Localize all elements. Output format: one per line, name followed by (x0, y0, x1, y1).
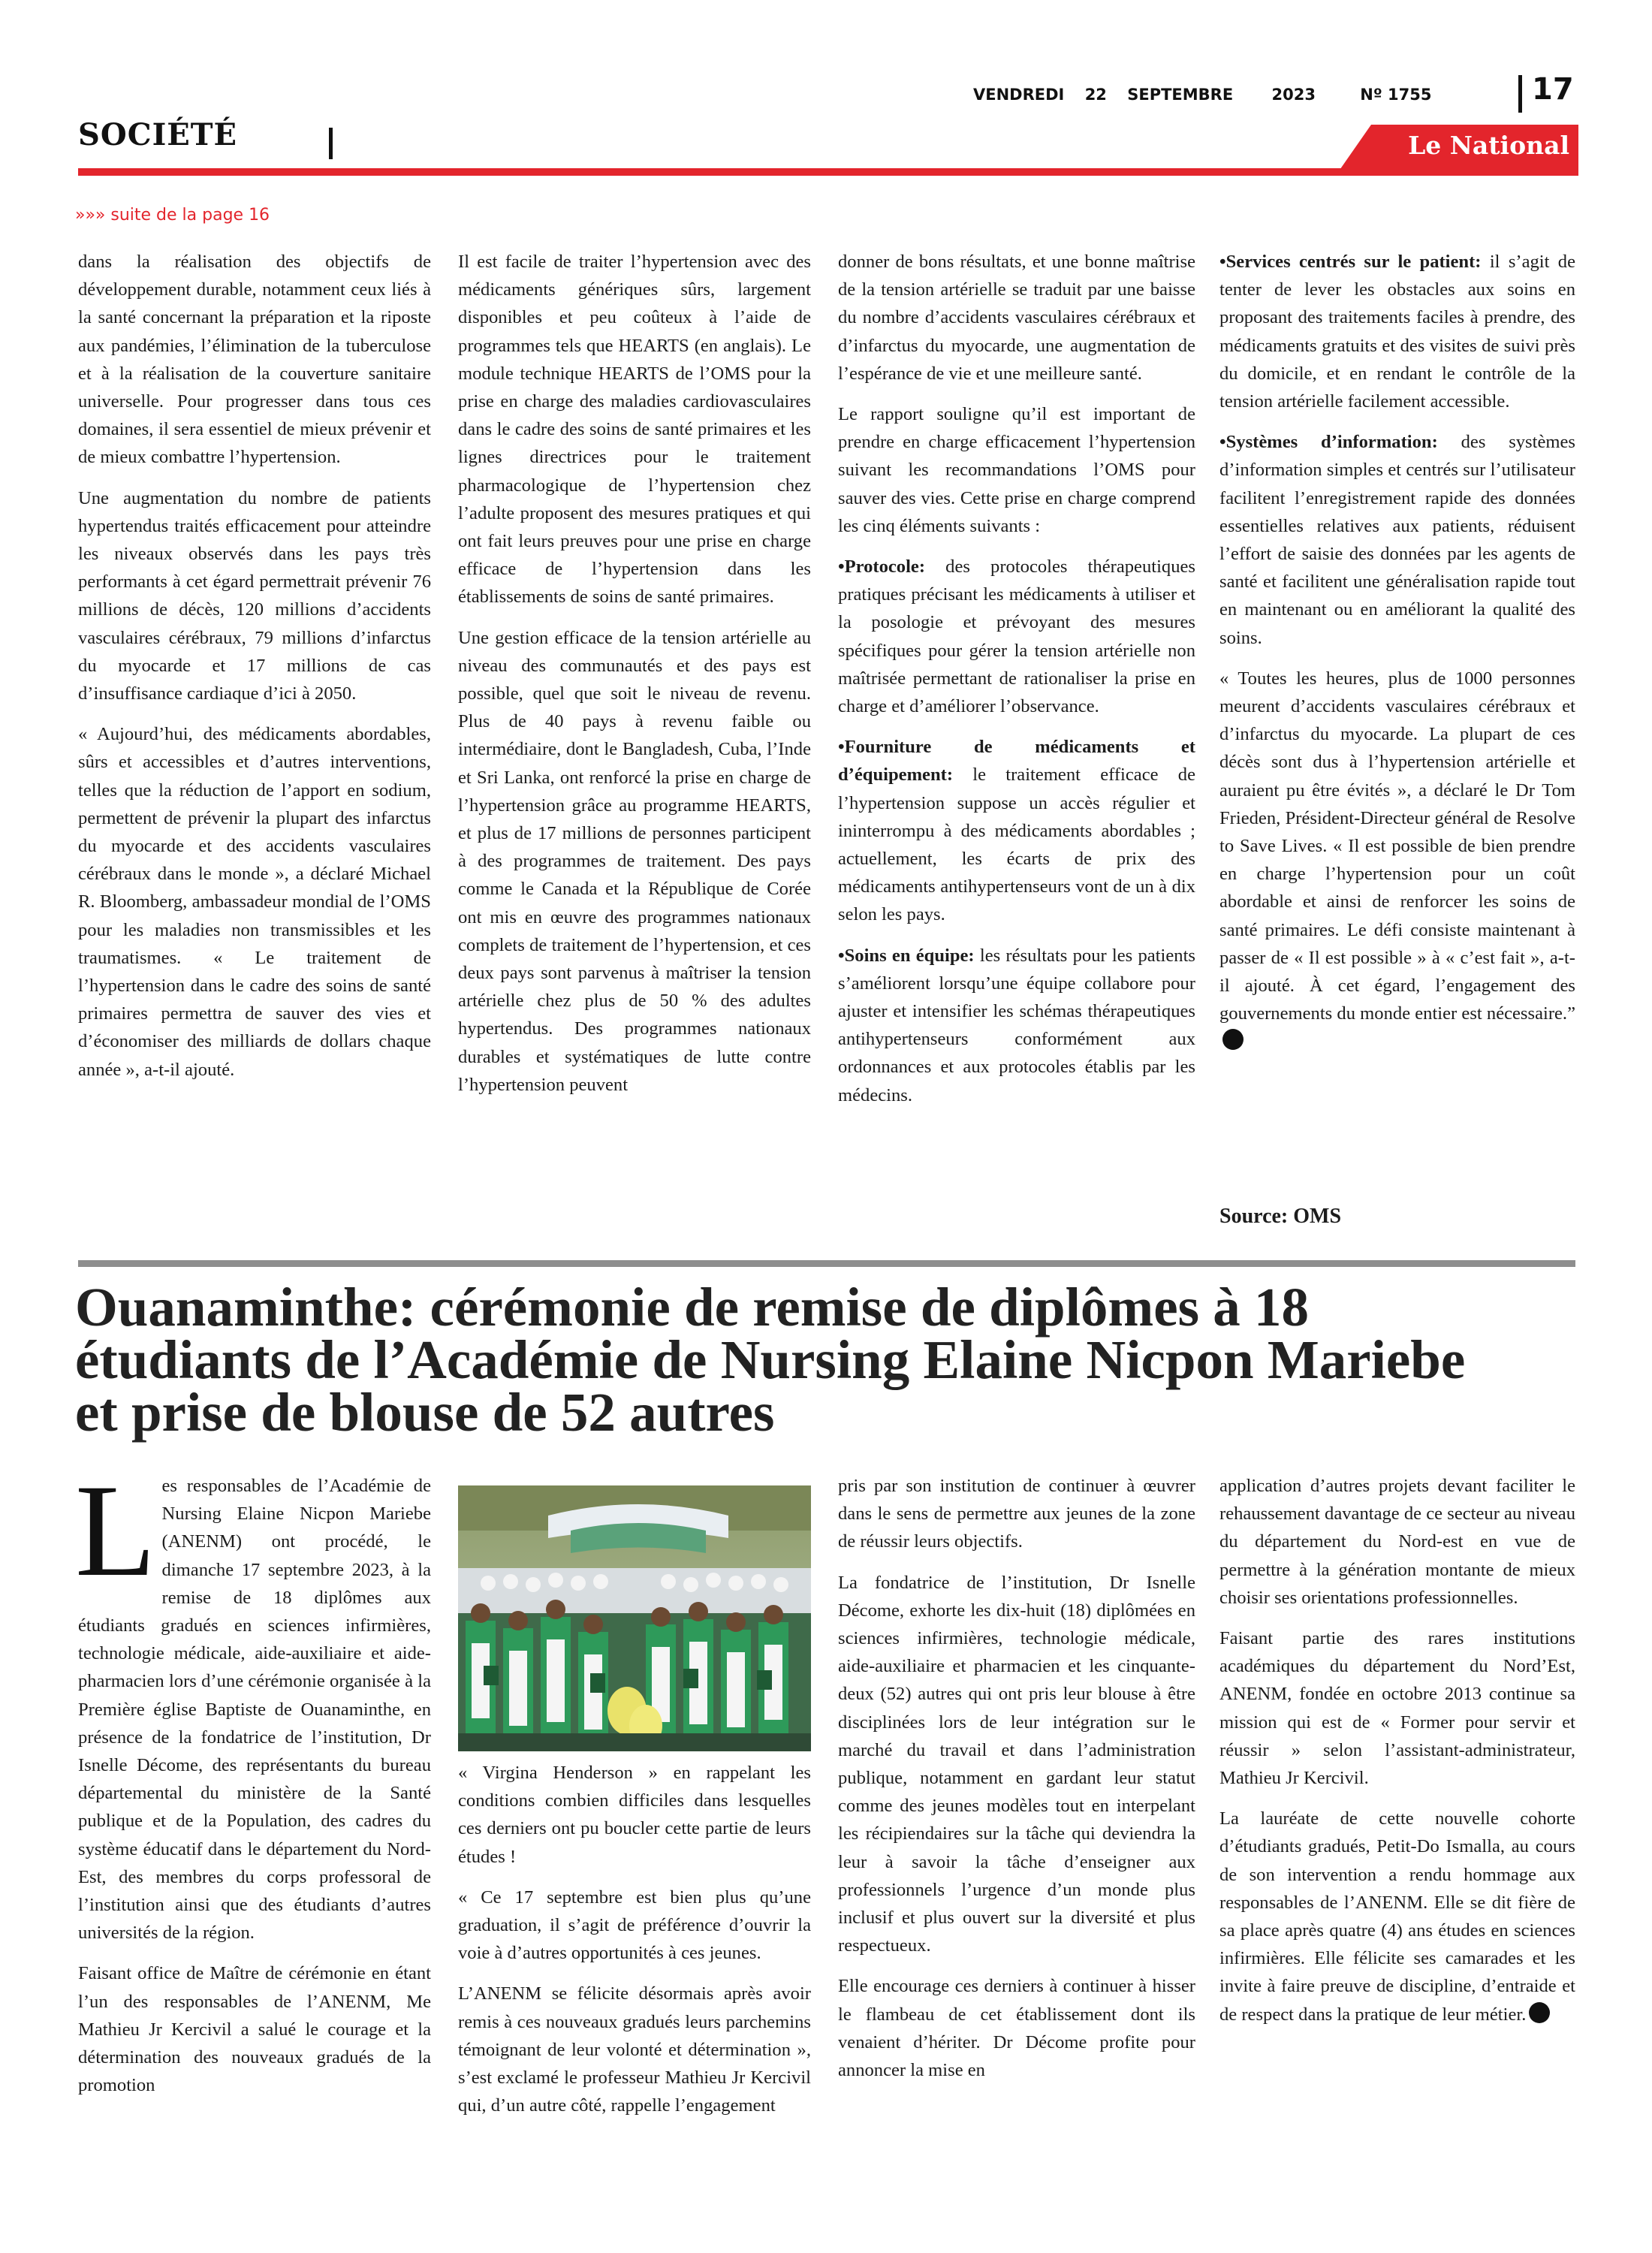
bullet-soins (838, 942, 1195, 1109)
paragraph: Elle encourage ces derniers à continuer à hisser le flambeau de cet établissement dont ils venaient d’hériter. Dr Décome profite pour annoncer la mise en (838, 1976, 1195, 2081)
end-of-article-mark (1222, 1029, 1244, 1050)
bullet-text: il s’agit de tenter de lever les obstacles aux soins en proposant des traitements faciles à prendre, des médicaments gratuits et des visites de suivi près du domicile, et en rendant le contrôle de la tension artérielle facilement accessible. (1219, 252, 1575, 412)
paragraph: L’ANENM se félicite désormais après avoir remis à ces nouveaux gradués leurs parchemins témoignant de leur volonté et détermination », s’est exclamé le professeur Mathieu Jr Kercivil qui, d’un autre côté, rappelle l’engagement (458, 1983, 811, 2116)
article1-column-1 (78, 248, 431, 1084)
bullet-label: •Soins en équipe: (838, 945, 975, 966)
date-month: SEPTEMBRE (1127, 86, 1234, 104)
article2-column-2 (458, 1759, 811, 2119)
headline-line-1: Ouanaminthe: cérémonie de remise de diplômes à 18 (75, 1277, 1309, 1338)
article-divider (78, 1260, 1575, 1267)
paragraph: « Virgina Henderson » en rappelant les conditions combien difficiles dans lesquelles ces derniers ont pu boucler cette partie de leurs études ! (458, 1763, 811, 1867)
bullet-text: des systèmes d’information simples et centrés sur l’utilisateur facilitent l’enregistrement rapide des données essentielles relatives aux patients, réduisent l’effort de saisie des données par les agents de santé et facilitent une généralisation rapide tout en maintenant ou en améliorant la qualité des soins. (1219, 432, 1575, 648)
lead-text: es responsables de l’Académie de Nursing Elaine Nicpon Mariebe (ANENM) ont procédé, le dimanche 17 septembre 2023, à la remise de 18 diplômes aux étudiants gradués en sciences infirmières, technologie médicale, aide-auxiliaire et aide-pharmacien lors d’une cérémonie organisée à la Première église Baptiste de Ouanaminthe, en présence de la fondatrice de l’institution, Dr Isnelle Décome, des représentants du bureau départemental du ministère de la Santé publique et de la Population, des cadres du système éducatif dans le département du Nord-Est, des membres du corps professoral de l’institution ainsi que des étudiants d’autres universités de la région. (78, 1476, 431, 1944)
bullet-text: des protocoles thérapeutiques pratiques précisant les médicaments à utiliser et la posologie et prévoyant des mesures spécifiques pour gérer la tension artérielle non maîtrisée permettant de rationaliser la prise en charge et d’améliorer l’observance. (838, 556, 1195, 717)
headline-line-3: et prise de blouse de 52 autres (75, 1382, 775, 1443)
quote-text: « Toutes les heures, plus de 1000 personnes meurent d’accidents vasculaires cérébraux et d’infarctus du myocarde. La plupart de ces décès sont dus à l’hypertension artérielle et auraient pu être évités », a déclaré le Dr Tom Frieden, Président-Directeur général de Resolve to Save Lives. « Il est possible de bien prendre en charge l’hypertension pour un coût abordable et ainsi de renforcer les soins de santé primaires. Le défi consiste maintenant à passer de « Il est possible » à « c’est fait », a-t-il ajouté. À cet égard, l’engagement des gouvernements du monde entier est nécessaire.” (1219, 668, 1575, 1024)
paragraph: donner de bons résultats, et une bonne maîtrise de la tension artérielle se traduit par une baisse du nombre d’accidents vasculaires cérébraux et d’infarctus du myocarde, une augmentation de l’espérance de vie et une meilleure santé. (838, 252, 1195, 384)
brand-name: Le National (1408, 131, 1569, 160)
bullet-label: •Services centrés sur le patient: (1219, 252, 1482, 272)
paragraph: application d’autres projets devant faciliter le rehaussement davantage de ce secteur au niveau du département du Nord-est en vue de permettre à la génération montante de mieux choisir ses orientations professionnelles. (1219, 1476, 1575, 1608)
article2-column-3 (838, 1472, 1195, 2084)
paragraph: Faisant partie des rares institutions académiques du département du Nord’Est, ANENM, fondée en octobre 2013 continue sa mission qui est de « Former pour servir et réussir » selon l’assistant-administrateur, Mathieu Jr Kercivil. (1219, 1628, 1575, 1789)
bullet-label: •Protocole: (838, 556, 926, 578)
article2-headline (75, 1277, 1584, 1443)
paragraph: Faisant office de Maître de cérémonie en étant l’un des responsables de l’ANENM, Me Mathieu Jr Kercivil a salué le courage et la détermination des nouveaux gradués de la promotion (78, 1963, 431, 2096)
date-number: 22 (1084, 86, 1107, 104)
date-year: 2023 (1271, 86, 1316, 104)
headline-line-2: étudiants de l’Académie de Nursing Elaine Nicpon Mariebe (75, 1329, 1466, 1390)
bullet-systemes (1219, 428, 1575, 652)
article-source: Source: OMS (1219, 1205, 1342, 1228)
page-number-separator (1518, 75, 1522, 113)
article2-column-4 (1219, 1472, 1575, 2028)
bullet-services (1219, 248, 1575, 415)
paragraph: Le rapport souligne qu’il est important de prendre en charge efficacement l’hypertension suivant les recommandations l’OMS pour sauver des vies. Cette prise en charge comprend les cinq éléments suivants : (838, 404, 1195, 536)
bullet-fourniture (838, 733, 1195, 928)
paragraph: « Ce 17 septembre est bien plus qu’une graduation, il s’agit de préférence d’ouvrir la voie à d’autres opportunités à ces jeunes. (458, 1887, 811, 1964)
article1-column-4 (1219, 248, 1575, 1056)
ceremony-photo (458, 1485, 811, 1751)
article1-column-3 (838, 248, 1195, 1109)
dateline (973, 86, 1431, 104)
paragraph: La fondatrice de l’institution, Dr Isnelle Décome, exhorte les dix-huit (18) diplômées en sciences infirmières, technologie médicale, aide-auxiliaire et pharmacien et les cinquante-deux (52) autres qui ont pris leur blouse à être disciplinées lors de leur intégration sur le marché du travail et dans l’administration publique, notamment en gardant leur statut comme des jeunes modèles tout en interpelant les récipiendaires sur la tâche qui deviendra la leur à savoir la tâche d’enseigner aux professionnels l’urgence d’un monde plus inclusif et plus ouvert sur la diversité et plus respectueux. (838, 1572, 1195, 1956)
paragraph: dans la réalisation des objectifs de développement durable, notamment ceux liés à la santé concernant la préparation et la riposte aux pandémies, l’élimination de la tuberculose et à la réalisation de la couverture sanitaire universelle. Pour progresser dans tous ces domaines, il sera essentiel de mieux prévenir et de mieux combattre l’hypertension. (78, 252, 431, 468)
closing-text: La lauréate de cette nouvelle cohorte d’étudiants gradués, Petit-Do Ismalla, au cours de son intervention a rendu hommage aux responsables de l’ANENM. Elle se dit fière de sa place après quatre (4) ans études en sciences infirmières. Elle félicite ses camarades et les invite à faire preuve de discipline, d’entraide et de respect dans la pratique de leur métier. (1219, 1808, 1575, 2025)
end-of-article-mark (1529, 2002, 1550, 2023)
continued-from-label: »»» suite de la page 16 (75, 206, 270, 225)
page-number: 17 (1532, 72, 1574, 107)
paragraph: Une augmentation du nombre de patients hypertendus traités efficacement pour atteindre les niveaux observés dans les pays très performants à cet égard permettrait prévenir 76 millions de décès, 120 millions d’accidents vasculaires cérébraux, 79 millions d’infarctus du myocarde et 17 millions de cas d’insuffisance cardiaque d’ici à 2050. (78, 487, 431, 704)
section-separator (329, 128, 333, 159)
bullet-protocole (838, 553, 1195, 720)
paragraph: Il est facile de traiter l’hypertension avec des médicaments génériques sûrs, largement disponibles et peu coûteux à l’aide de programmes tels que HEARTS (en anglais). Le module technique HEARTS de l’OMS pour la prise en charge des maladies cardiovasculaires dans le cadre des soins de santé primaires et les lignes directrices pour le traitement pharmacologique de l’hypertension chez l’adulte proposent des mesures pratiques et qui ont fait leurs preuves pour une prise en charge efficace de l’hypertension dans les établissements de soins de santé primaires. (458, 252, 811, 608)
article2-column-1 (75, 1458, 431, 2099)
section-title: SOCIÉTÉ (78, 117, 238, 152)
drop-cap: L (75, 1458, 156, 1604)
article1-column-2 (458, 248, 811, 1099)
paragraph: « Aujourd’hui, des médicaments abordables, sûrs et accessibles et d’autres interventions, telles que la réduction de l’apport en sodium, permettent de prévenir la plupart des infarctus du myocarde et des accidents vasculaires cérébraux dans le monde », a déclaré Michael R. Bloomberg, ambassadeur mondial de l’OMS pour les maladies non transmissibles et les traumatismes. « Le traitement de l’hypertension dans le cadre des soins de santé primaires permettra de sauver des vies et d’économiser des milliards de dollars chaque année », a-t-il ajouté. (78, 724, 431, 1080)
paragraph: Une gestion efficace de la tension artérielle au niveau des communautés et des pays est possible, quel que soit le niveau de revenu. Plus de 40 pays à revenu faible ou intermédiaire, dont le Bangladesh, Cuba, l’Inde et Sri Lanka, ont renforcé la prise en charge de l’hypertension grâce au programme HEARTS, et plus de 17 millions de personnes participent à des programmes de traitement. Des pays comme le Canada et la République de Corée ont mis en œuvre des programmes nationaux complets de traitement de l’hypertension, et ces deux pays sont parvenus à maîtriser la tension artérielle chez plus de 50 % des adultes hypertendus. Des programmes nationaux durables et systématiques de lutte contre l’hypertension peuvent (458, 627, 811, 1095)
bullet-text: le traitement efficace de l’hypertension suppose un accès régulier et ininterrompu à des médicaments abordables ; actuellement, les écarts de prix des médicaments antihypertenseurs vont de un à dix selon les pays. (838, 765, 1195, 925)
issue-number: Nº 1755 (1360, 86, 1432, 104)
paragraph (75, 1458, 431, 1947)
bullet-label: •Fourniture de médicaments et d’équipement: (838, 737, 1195, 786)
paragraph: pris par son institution de continuer à œuvrer dans le sens de permettre aux jeunes de la zone de réussir leurs objectifs. (838, 1476, 1195, 1552)
bullet-text: les résultats pour les patients s’améliorent lorsqu’une équipe collabore pour ajuster et intensifier les schémas thérapeutiques antihypertenseurs conformément aux ordonnances et aux protocoles établis par les médecins. (838, 945, 1195, 1105)
paragraph (1219, 1805, 1575, 2028)
paragraph (1219, 665, 1575, 1056)
date-day: VENDREDI (973, 86, 1065, 104)
ceremony-photo-illustration (458, 1485, 811, 1751)
bullet-label: •Systèmes d’information: (1219, 432, 1438, 453)
